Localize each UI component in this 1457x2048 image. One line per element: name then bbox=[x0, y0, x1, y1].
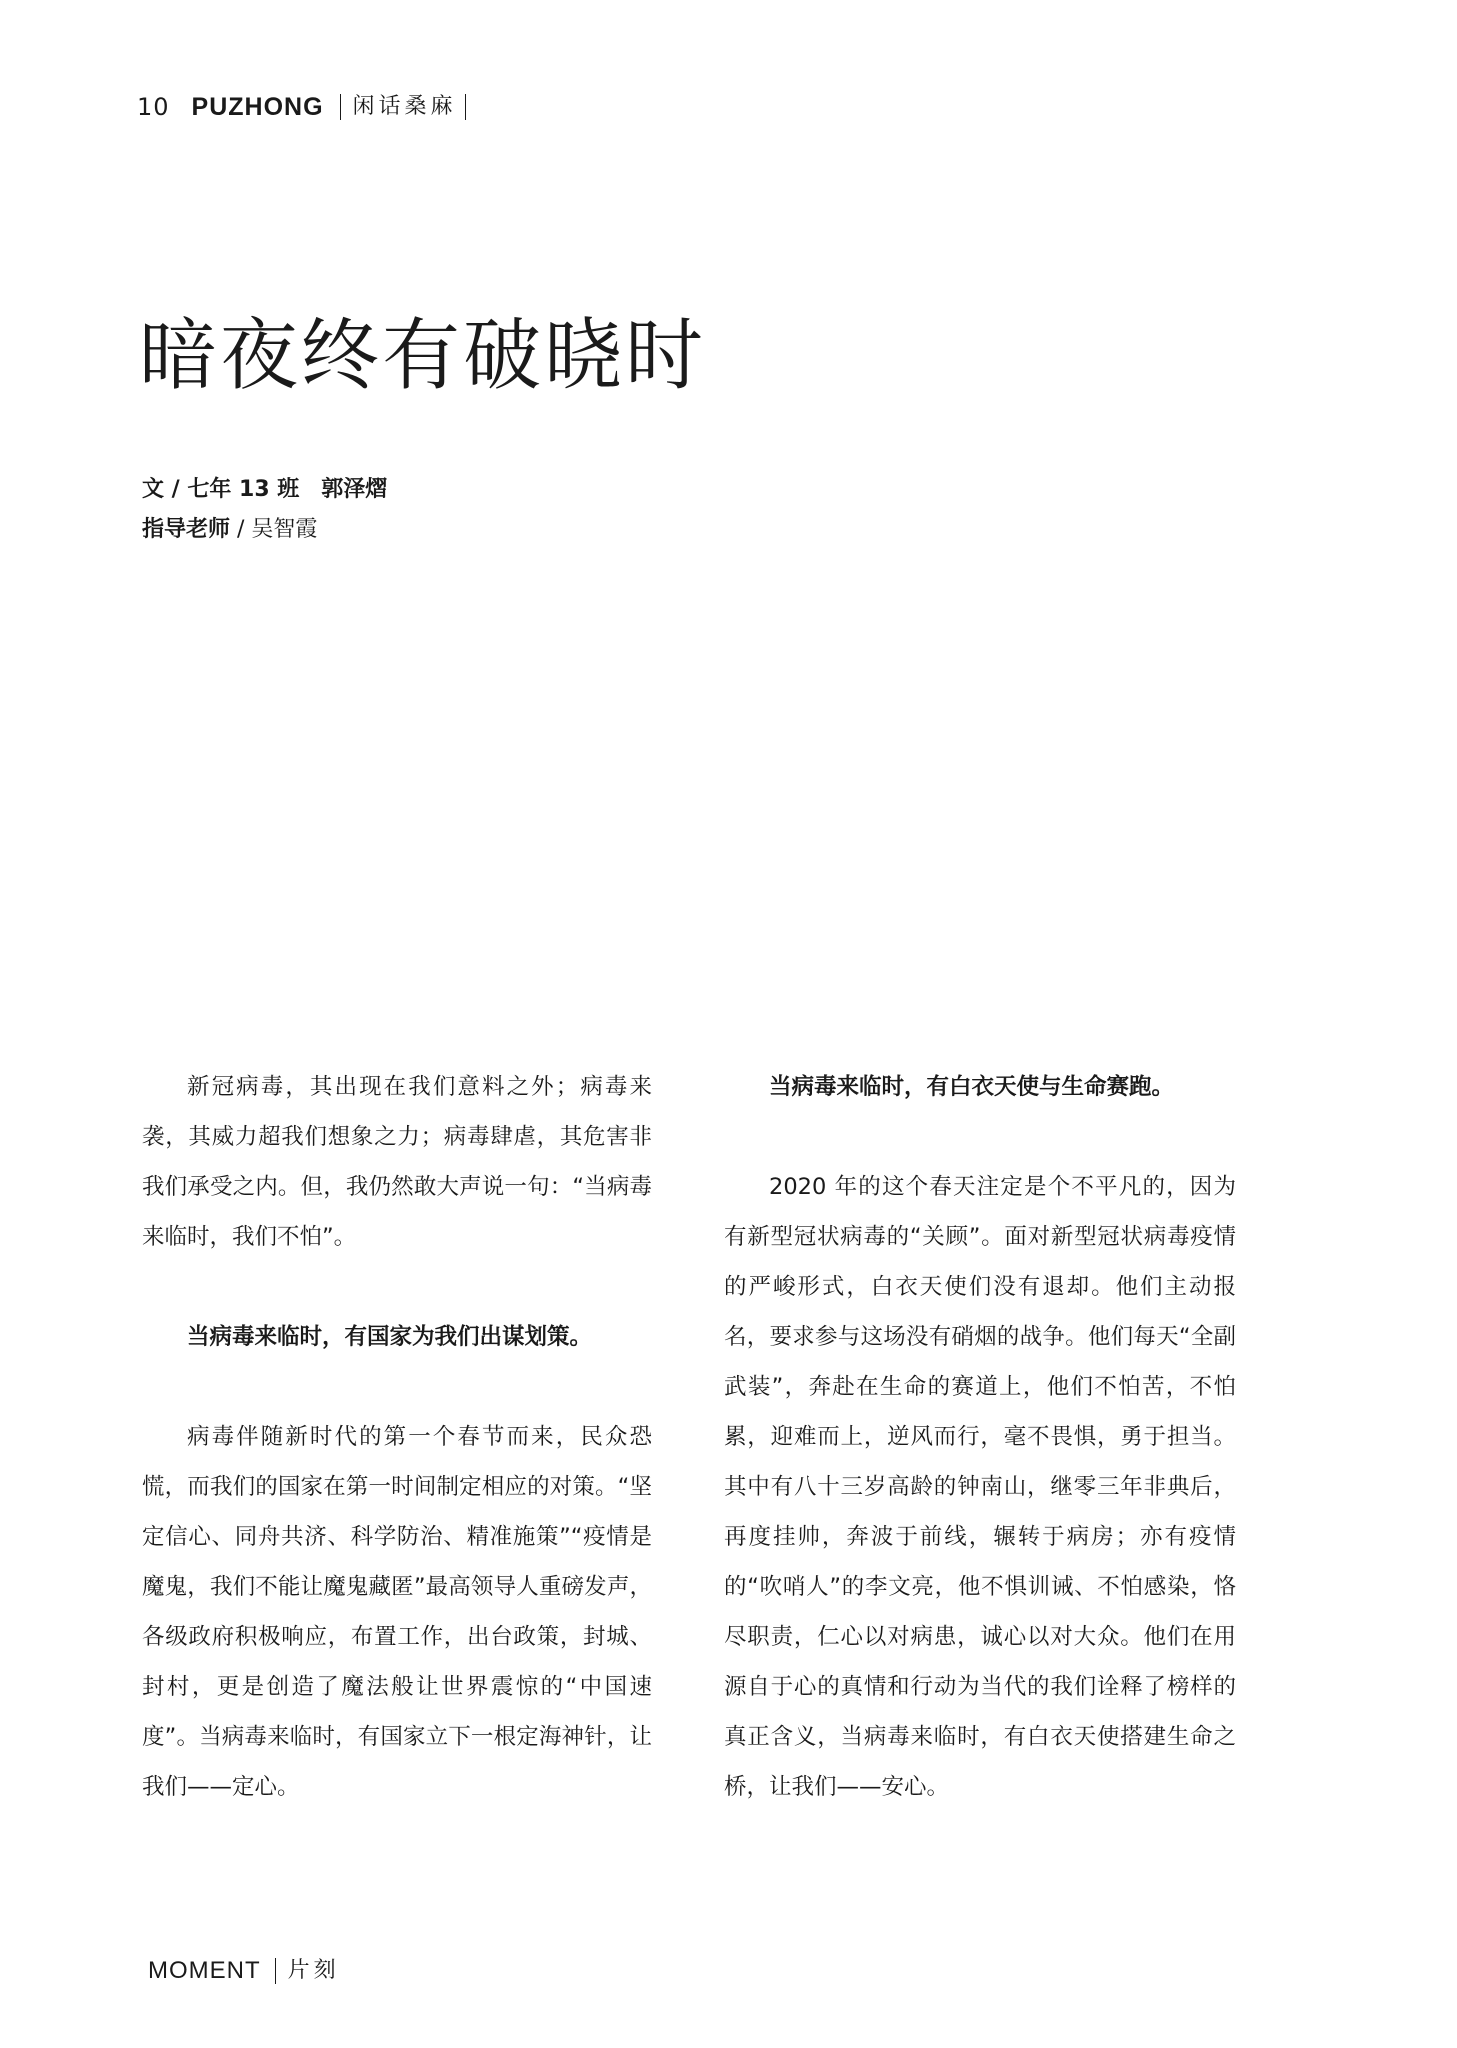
section-name: 闲话桑麻 bbox=[352, 94, 457, 119]
paragraph-doctors: 2020 年的这个春天注定是个不平凡的，因为有新型冠状病毒的“关顾”。面对新型冠状病毒疫情的严峻形式，白衣天使们没有退却。他们主动报名，要求参与这场没有硝烟的战争。他们每天“全副武装”，奔赴在生命的赛道上，他们不怕苦，不怕累，迎难而上，逆风而行，毫不畏惧，勇于担当。其中有八十三岁高龄的钟南山，继零三年非典后，再度挂帅，奔波于前线，辗转于病房；亦有疫情的“吹哨人”的李文亮，他不惧训诫、不怕感染，恪尽职责，仁心以对病患，诚心以对大众。他们在用源自于心的真情和行动为当代的我们诠释了榜样的真正含义，当病毒来临时，有白衣天使搭建生命之桥，让我们——安心。 bbox=[724, 1174, 1236, 1800]
left-column bbox=[142, 1062, 652, 1812]
subheading-country: 当病毒来临时，有国家为我们出谋划策。 bbox=[187, 1324, 593, 1350]
footer-divider bbox=[275, 1958, 276, 1984]
article-title: 暗夜终有破晓时 bbox=[139, 311, 707, 401]
running-head bbox=[137, 91, 466, 123]
advisor-line bbox=[142, 510, 387, 550]
advisor-label: 指导老师 bbox=[142, 517, 231, 542]
byline bbox=[142, 470, 387, 550]
footer-section-chinese: 片刻 bbox=[287, 1958, 340, 1983]
footer-section-english: MOMENT bbox=[148, 1957, 261, 1984]
paragraph-intro: 新冠病毒，其出现在我们意料之外；病毒来袭，其威力超我们想象之力；病毒肆虐，其危害非我们承受之内。但，我仍然敢大声说一句：“当病毒来临时，我们不怕”。 bbox=[142, 1074, 652, 1250]
running-foot bbox=[148, 1955, 340, 1987]
subheading-doctors: 当病毒来临时，有白衣天使与生命赛跑。 bbox=[769, 1074, 1175, 1100]
paragraph-country: 病毒伴随新时代的第一个春节而来，民众恐慌，而我们的国家在第一时间制定相应的对策。“坚定信心、同舟共济、科学防治、精准施策”“疫情是魔鬼，我们不能让魔鬼藏匿”最高领导人重磅发声，各级政府积极响应，布置工作，出台政策，封城、封村，更是创造了魔法般让世界震惊的“中国速度”。当病毒来临时，有国家立下一根定海神针，让我们——定心。 bbox=[142, 1424, 652, 1800]
header-divider-left bbox=[340, 94, 341, 120]
author-line bbox=[142, 470, 387, 510]
advisor-name: / 吴智霞 bbox=[230, 517, 318, 542]
right-column bbox=[724, 1062, 1236, 1812]
page-number: 10 bbox=[137, 93, 170, 121]
header-divider-right bbox=[465, 94, 466, 120]
magazine-name: PUZHONG bbox=[191, 93, 324, 121]
author-credit: 文 / 七年 13 班 郭泽熠 bbox=[142, 477, 388, 502]
